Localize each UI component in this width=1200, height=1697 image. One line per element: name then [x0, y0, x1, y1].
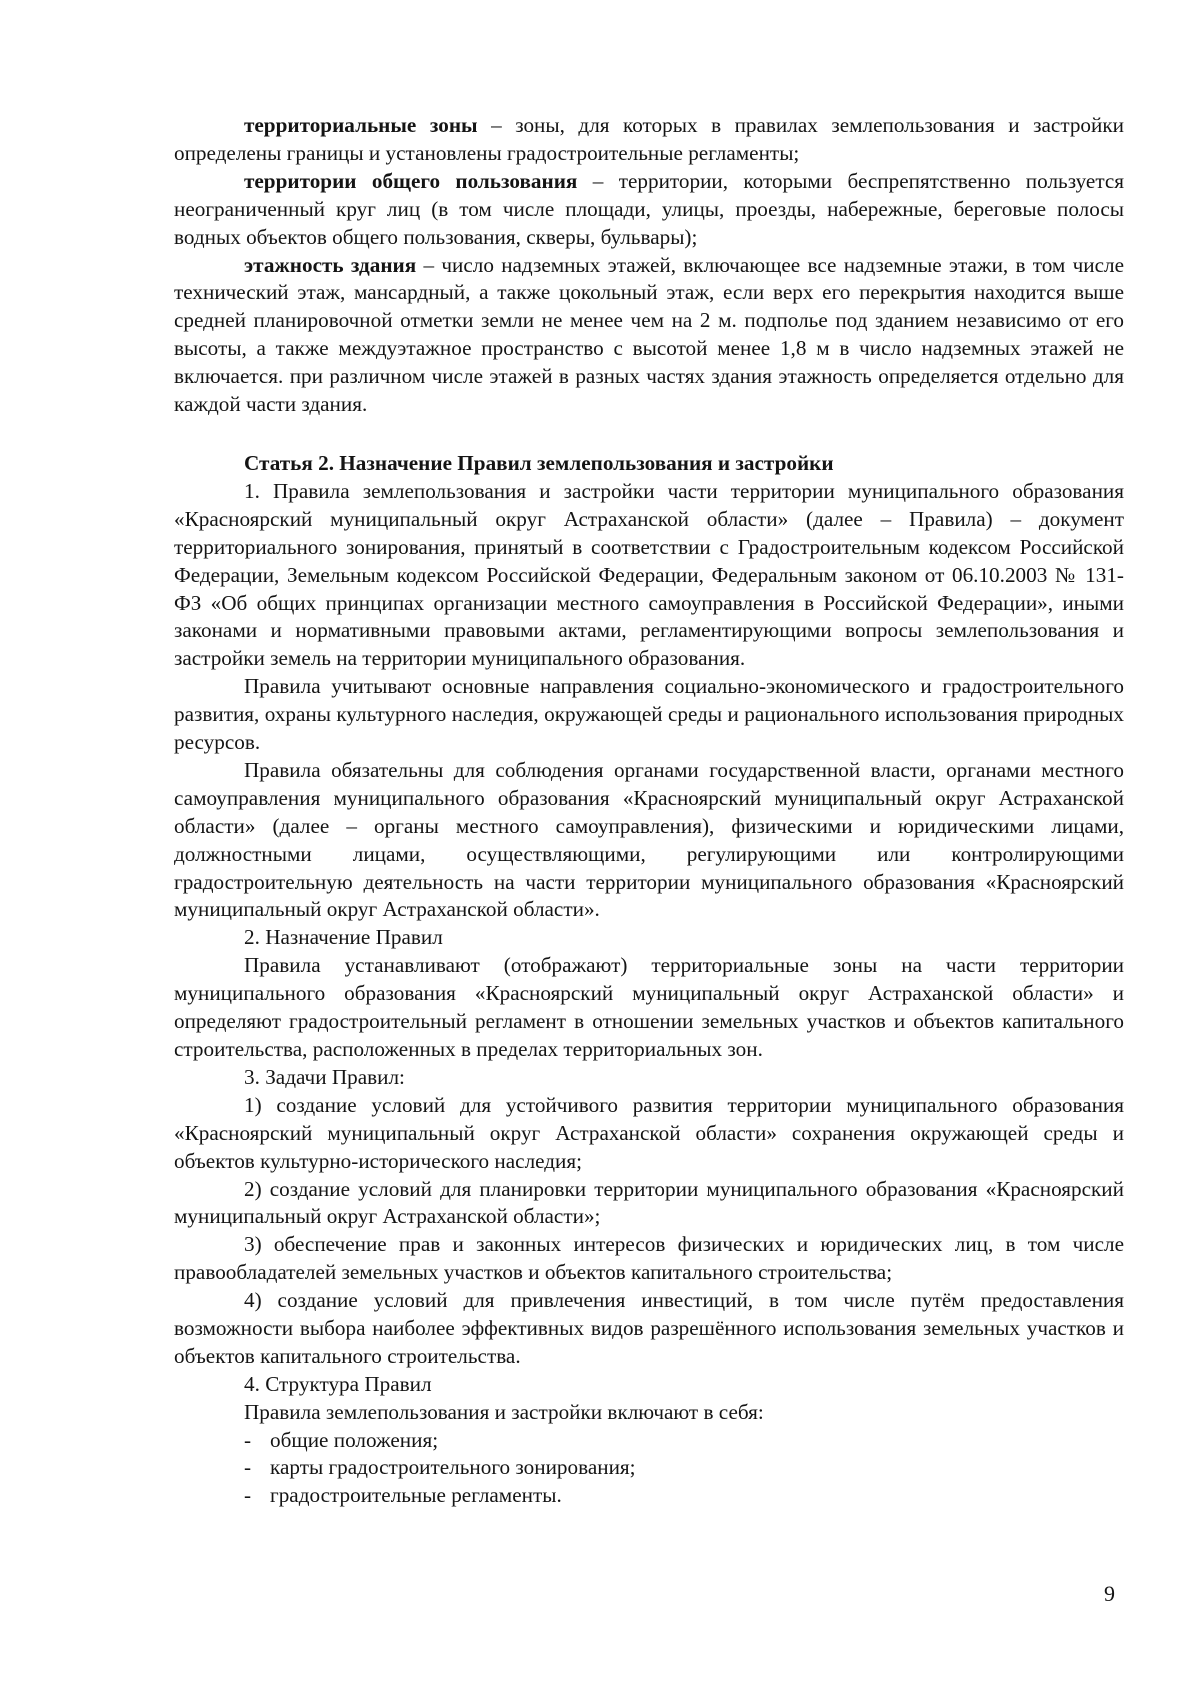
list-marker: -: [244, 1427, 252, 1452]
section-title-structure: 4. Структура Правил: [244, 1371, 432, 1396]
list-item: [244, 1427, 1124, 1455]
list-item-text: градостроительные регламенты.: [270, 1482, 562, 1507]
article-paragraph: Правила учитывают основные направления социально-экономического и градостроительного развития, охраны культурного наследия, окружающей среды и рационального использования природных ресурсов.: [174, 674, 1124, 755]
article-heading: Статья 2. Назначение Правил землепользования и застройки: [244, 450, 834, 475]
definition-term: территориальные зоны: [244, 113, 478, 137]
definition-public-territories: [174, 168, 1124, 252]
task-item: 4) создание условий для привлечения инвестиций, в том числе путём предоставления возможности выбора наиболее эффективных видов разрешённого использования земельных участков и объектов капитального строительства.: [174, 1288, 1124, 1368]
definition-territorial-zones: [174, 112, 1124, 168]
definition-text: – территории, которыми беспрепятственно пользуется неограниченный круг лиц (в том числе площади, улицы, проезды, набережные, береговые полосы водных объектов общего пользования, скверы, бульвары);: [174, 168, 1125, 249]
task-item: 3) обеспечение прав и законных интересов физических и юридических лиц, в том числе правообладателей земельных участков и объектов капитального строительства;: [174, 1232, 1124, 1285]
article-paragraph: Правила обязательны для соблюдения органами государственной власти, органами местного самоуправления муниципального образования «Красноярский муниципальный округ Астраханской области» (далее – органы местного самоуправления), физическими и юридическими лицами, должностными лицами, осуществляющими, регулирующими или контролирующими градостроительную деятельность на части территории муниципального образования «Красноярский муниципальный округ Астраханской области».: [174, 757, 1124, 922]
list-item-text: общие положения;: [270, 1427, 439, 1452]
section-title-tasks: 3. Задачи Правил:: [244, 1064, 405, 1089]
definition-text: – число надземных этажей, включающее все надземные этажи, в том числе технический этаж, мансардный, а также цокольный этаж, если верх его перекрытия находится выше средней планировочной отметки земли не менее чем на 2 м. подполье под зданием независимо от его высоты, а также междуэтажное пространство с высотой менее 1,8 м в число надземных этажей не включается. при различном числе этажей в разных частях здания этажность определяется отдельно для каждой части здания.: [174, 252, 1124, 417]
document-page: [174, 112, 1124, 1509]
list-item-text: карты градостроительного зонирования;: [270, 1455, 636, 1480]
list-item: [244, 1454, 1124, 1482]
list-marker: -: [244, 1455, 252, 1480]
article-paragraph: Правила устанавливают (отображают) территориальные зоны на части территории муниципального образования «Красноярский муниципальный округ Астраханской области» и определяют градостроительный регламент в отношении земельных участков и объектов капитального строительства, расположенных в пределах территориальных зон.: [174, 953, 1124, 1061]
list-item: [244, 1482, 1124, 1510]
definition-text: – зоны, для которых в правилах землепользования и застройки определены границы и установлены градостроительные регламенты;: [174, 113, 1124, 165]
definition-building-floors: [174, 252, 1124, 419]
task-item: 1) создание условий для устойчивого развития территории муниципального образования «Красноярский муниципальный округ Астраханской области» сохранения окружающей среды и объектов культурно-исторического наследия;: [174, 1092, 1124, 1173]
definition-term: территории общего пользования: [244, 168, 578, 193]
article-paragraph: 1. Правила землепользования и застройки части территории муниципального образования «Красноярский муниципальный округ Астраханской области» (далее – Правила) – документ территориального зонирования, принятый в соответствии с Градостроительным кодексом Российской Федерации, Земельным кодексом Российской Федерации, Федеральным законом от 06.10.2003 № 131-ФЗ «Об общих принципах организации местного самоуправления в Российской Федерации», иными законами и нормативными правовыми актами, регламентирующими вопросы землепользования и застройки земель на территории муниципального образования.: [174, 478, 1124, 671]
section-title-purpose: 2. Назначение Правил: [244, 925, 443, 950]
article-paragraph: Правила землепользования и застройки включают в себя:: [244, 1399, 764, 1424]
definition-term: этажность здания: [244, 252, 417, 277]
list-marker: -: [244, 1482, 252, 1507]
task-item: 2) создание условий для планировки территории муниципального образования «Красноярский муниципальный округ Астраханской области»;: [174, 1176, 1124, 1229]
page-number: 9: [1104, 1581, 1115, 1606]
